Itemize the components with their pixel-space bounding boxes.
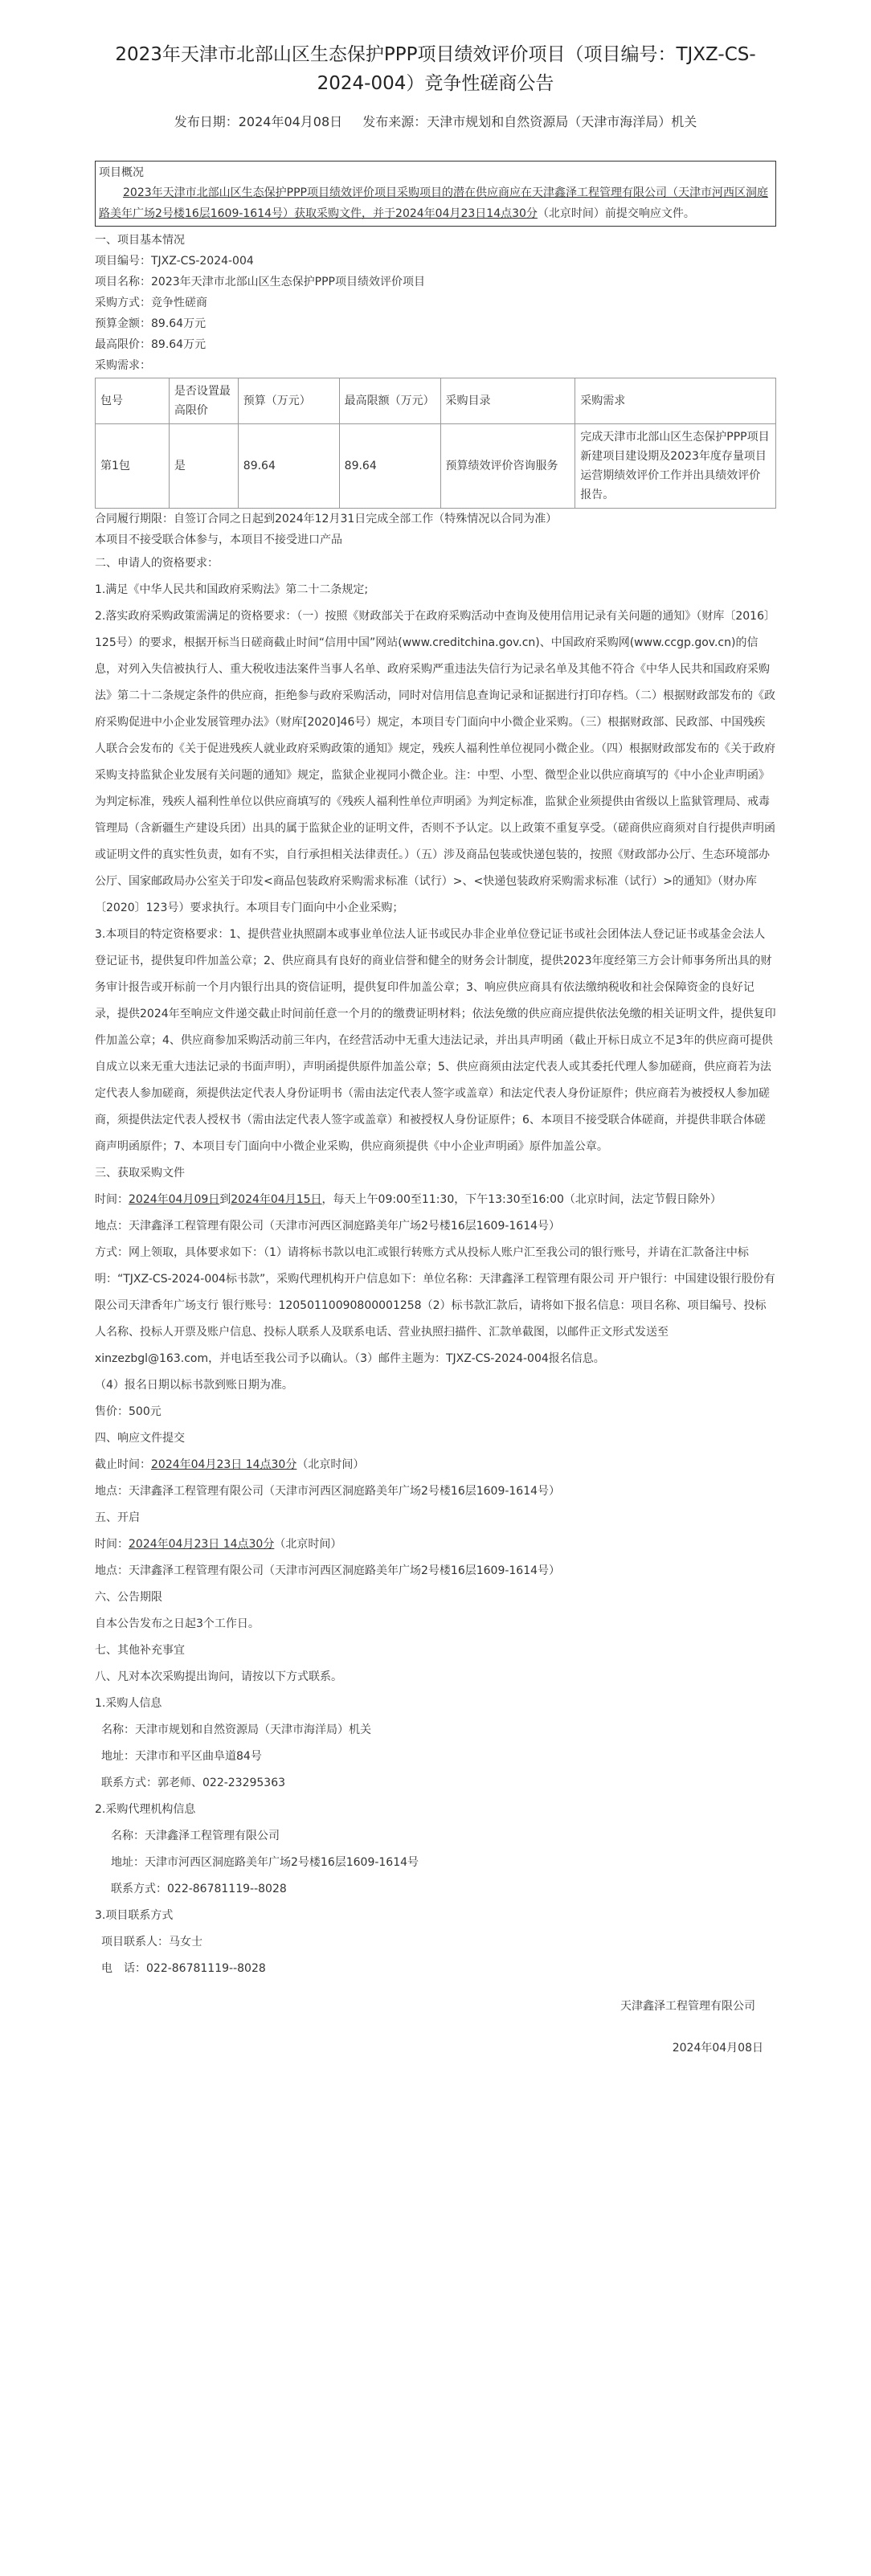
- signature-date: 2024年04月08日: [672, 2042, 763, 2055]
- header-needs: 采购需求: [575, 378, 776, 424]
- obtain-time-label: 时间：: [95, 1193, 129, 1206]
- opening-time-suffix: （北京时间）: [274, 1538, 342, 1551]
- announcement-body: [95, 161, 776, 2064]
- requirements-table: [95, 378, 776, 509]
- publish-date: 发布日期：2024年04月08日: [174, 114, 343, 129]
- obtain-start-date: 2024年04月09日: [129, 1193, 220, 1206]
- agency-name: 名称：天津鑫泽工程管理有限公司: [111, 1830, 280, 1842]
- agency-address: 地址：天津市河西区洞庭路美年广场2号楼16层1609-1614号: [111, 1856, 419, 1869]
- document-price: 售价：500元: [95, 1405, 162, 1418]
- cell-package: 第1包: [96, 424, 170, 509]
- max-price: 最高限价：89.64万元: [95, 338, 207, 351]
- header-package: 包号: [96, 378, 170, 424]
- opening-time: [95, 1531, 776, 1558]
- procurement-needs-label: 采购需求：: [95, 359, 151, 372]
- project-number: 项目编号：TJXZ-CS-2024-004: [95, 255, 254, 268]
- submission-location: 地点：天津鑫泽工程管理有限公司（天津市河西区洞庭路美年广场2号楼16层1609-1614号）: [95, 1485, 561, 1498]
- signature-org: 天津鑫泽工程管理有限公司: [620, 2000, 755, 2013]
- overview-part1: 2023年天津市北部山区生态保护PPP项目绩效评价项目采购项目的潜在供应商应在天津鑫泽工程管理有限公司（天津市河西区洞庭路美年广场2号楼16层1609-1614号）获取采购文件，并于: [99, 186, 768, 220]
- purchaser-label: 1.采购人信息: [95, 1697, 162, 1710]
- opening-time-label: 时间：: [95, 1538, 129, 1551]
- notice-period: 自本公告发布之日起3个工作日。: [95, 1617, 260, 1630]
- obtain-note: （4）报名日期以标书款到账日期为准。: [95, 1379, 293, 1392]
- cell-budget: 89.64: [238, 424, 339, 509]
- overview-part2: （北京时间）前提交响应文件。: [537, 207, 695, 220]
- section1-heading: 一、项目基本情况: [95, 234, 185, 247]
- overview-text: [99, 182, 772, 224]
- page-title: 2023年天津市北部山区生态保护PPP项目绩效评价项目（项目编号：TJXZ-CS-2024-004）竞争性磋商公告: [115, 44, 756, 94]
- opening-location: 地点：天津鑫泽工程管理有限公司（天津市河西区洞庭路美年广场2号楼16层1609-1614号）: [95, 1564, 561, 1577]
- header-budget: 预算（万元）: [238, 378, 339, 424]
- cell-has-max: 是: [169, 424, 238, 509]
- qualification-2: 2.落实政府采购政策需满足的资格要求：（一）按照《财政部关于在政府采购活动中查询及使用信用记录有关问题的通知》（财库〔2016〕125号）的要求，根据开标当日磋商截止时间“信用中国”网站(www.creditchina.gov.cn)、中国政府采购网(www.ccgp.gov.cn)的信息，对列入失信被执行人、重大税收违法案件当事人名单、政府采购严重违法失信行为记录名单及其他不符合《中华人民共和国政府采购法》第二十二条规定条件的供应商，拒绝参与政府采购活动，同时对信用信息查询记录和证据进行打印存档。（二）根据财政部发布的《政府采购促进中小企业发展管理办法》（财库[2020]46号）规定，本项目专门面向中小微企业采购。（三）根据财政部、民政部、中国残疾人联合会发布的《关于促进残疾人就业政府采购政策的通知》规定，残疾人福利性单位视同小微企业。（四）根据财政部发布的《关于政府采购支持监狱企业发展有关问题的通知》规定，监狱企业视同小微企业。注：中型、小型、微型企业以供应商填写的《中小企业声明函》为判定标准，残疾人福利性单位以供应商填写的《残疾人福利性单位声明函》为判定标准，监狱企业须提供由省级以上监狱管理局、戒毒管理局（含新疆生产建设兵团）出具的属于监狱企业的证明文件，否则不予认定。以上政策不重复享受。（磋商供应商须对自行提供声明函或证明文件的真实性负责，如有不实，自行承担相关法律责任。）（五）涉及商品包装或快递包装的，按照《财政部办公厅、生态环境部办公厅、国家邮政局办公室关于印发<商品包装政府采购需求标准（试行）>、<快递包装政府采购需求标准（试行）>的通知》（财办库〔2020〕123号）要求执行。本项目专门面向中小企业采购；: [95, 610, 775, 914]
- obtain-location: 地点：天津鑫泽工程管理有限公司（天津市河西区洞庭路美年广场2号楼16层1609-1614号）: [95, 1220, 561, 1233]
- budget-amount: 预算金额：89.64万元: [95, 317, 207, 330]
- project-overview-box: [95, 161, 776, 227]
- obtain-end-date: 2024年04月15日: [231, 1193, 322, 1206]
- project-contact-person: 项目联系人：马女士: [101, 1936, 202, 1948]
- obtain-time-suffix: ，每天上午09:00至11:30，下午13:30至16:00（北京时间，法定节假日除外）: [321, 1193, 722, 1206]
- table-row: [96, 424, 776, 509]
- section3-heading: 三、获取采购文件: [95, 1167, 185, 1180]
- section7-heading: 七、其他补充事宜: [95, 1644, 185, 1657]
- obtain-time-to: 到: [219, 1193, 231, 1206]
- publish-meta: [0, 112, 871, 132]
- section6-heading: 六、公告期限: [95, 1591, 162, 1604]
- cell-catalog: 预算绩效评价咨询服务: [440, 424, 575, 509]
- agency-contact: 联系方式：022-86781119--8028: [111, 1883, 287, 1895]
- purchaser-contact: 联系方式：郭老师、022-23295363: [101, 1777, 286, 1789]
- publish-source: 发布来源：天津市规划和自然资源局（天津市海洋局）机关: [362, 114, 697, 129]
- procurement-method: 采购方式：竞争性磋商: [95, 296, 207, 309]
- agency-label: 2.采购代理机构信息: [95, 1803, 196, 1816]
- overview-title: 项目概况: [99, 166, 144, 179]
- section5-heading: 五、开启: [95, 1511, 140, 1524]
- overview-deadline: 2024年04月23日14点30分: [395, 207, 538, 220]
- section4-heading: 四、响应文件提交: [95, 1432, 185, 1445]
- consortium-note: 本项目不接受联合体参与，本项目不接受进口产品: [95, 534, 342, 546]
- submission-deadline-label: 截止时间：: [95, 1458, 151, 1471]
- header-max-limit: 最高限额（万元）: [339, 378, 440, 424]
- purchaser-address: 地址：天津市和平区曲阜道84号: [101, 1750, 262, 1763]
- section2-heading: 二、申请人的资格要求：: [95, 557, 219, 570]
- project-contact-label: 3.项目联系方式: [95, 1909, 174, 1922]
- project-name: 项目名称：2023年天津市北部山区生态保护PPP项目绩效评价项目: [95, 276, 425, 288]
- header-has-max: 是否设置最高限价: [169, 378, 238, 424]
- obtain-method: 方式：网上领取，具体要求如下：（1）请将标书款以电汇或银行转账方式从投标人账户汇至我公司的银行账号，并请在汇款备注中标明：“TJXZ-CS-2024-004标书款”，采购代理机构开户信息如下：单位名称：天津鑫泽工程管理有限公司 开户银行：中国建设银行股份有限公司天津香年广场支行 银行账号：12050110090800001258（2）标书款汇款后，请将如下报名信息：项目名称、项目编号、投标人名称、投标人开票及账户信息、投标人联系人及联系电话、营业执照扫描件、汇款单截图，以邮件正文形式发送至xinzezbgl@163.com，并电话至我公司予以确认。（3）邮件主题为：TJXZ-CS-2024-004报名信息。: [95, 1246, 775, 1365]
- submission-deadline: [95, 1452, 776, 1478]
- project-contact-phone: 电 话：022-86781119--8028: [101, 1962, 266, 1975]
- qualification-1: 1.满足《中华人民共和国政府采购法》第二十二条规定;: [95, 583, 369, 596]
- table-header-row: [96, 378, 776, 424]
- submission-deadline-suffix: （北京时间）: [296, 1458, 365, 1471]
- cell-max-limit: 89.64: [339, 424, 440, 509]
- purchaser-name: 名称：天津市规划和自然资源局（天津市海洋局）机关: [101, 1723, 371, 1736]
- qualification-3: 3.本项目的特定资格要求：1、提供营业执照副本或事业单位法人证书或民办非企业单位登记证书或社会团体法人登记证书或基金会法人登记证书，提供复印件加盖公章；2、供应商具有良好的商业信誉和健全的财务会计制度，提供2023年度经第三方会计师事务所出具的财务审计报告或开标前一个月内银行出具的资信证明，提供复印件加盖公章；3、响应供应商具有依法缴纳税收和社会保障资金的良好记录，提供2024年至响应文件递交截止时间前任意一个月的的缴费证明材料；依法免缴的供应商应提供依法免缴的相关证明文件，提供复印件加盖公章；4、供应商参加采购活动前三年内，在经营活动中无重大违法记录，并出具声明函（截止开标日成立不足3年的供应商可提供自成立以来无重大违法记录的书面声明），声明函提供原件加盖公章；5、供应商须由法定代表人或其委托代理人参加磋商，供应商若为法定代表人参加磋商，须提供法定代表人身份证明书（需由法定代表人签字或盖章）和法定代表人身份证原件；供应商若为被授权人参加磋商，须提供法定代表人授权书（需由法定代表人签字或盖章）和被授权人身份证原件；6、本项目不接受联合体磋商，并提供非联合体磋商声明函原件；7、本项目专门面向中小微企业采购，供应商须提供《中小企业声明函》原件加盖公章。: [95, 928, 776, 1153]
- section8-heading: 八、凡对本次采购提出询问，请按以下方式联系。: [95, 1670, 342, 1683]
- opening-time-value: 2024年04月23日 14点30分: [129, 1538, 275, 1551]
- header-catalog: 采购目录: [440, 378, 575, 424]
- obtain-time: [95, 1187, 776, 1213]
- cell-needs: 完成天津市北部山区生态保护PPP项目新建项目建设期及2023年度存量项目运营期绩效评价工作并出具绩效评价报告。: [575, 424, 776, 509]
- submission-deadline-value: 2024年04月23日 14点30分: [151, 1458, 297, 1471]
- contract-term: 合同履行期限：自签订合同之日起到2024年12月31日完成全部工作（特殊情况以合同为准）: [95, 513, 558, 525]
